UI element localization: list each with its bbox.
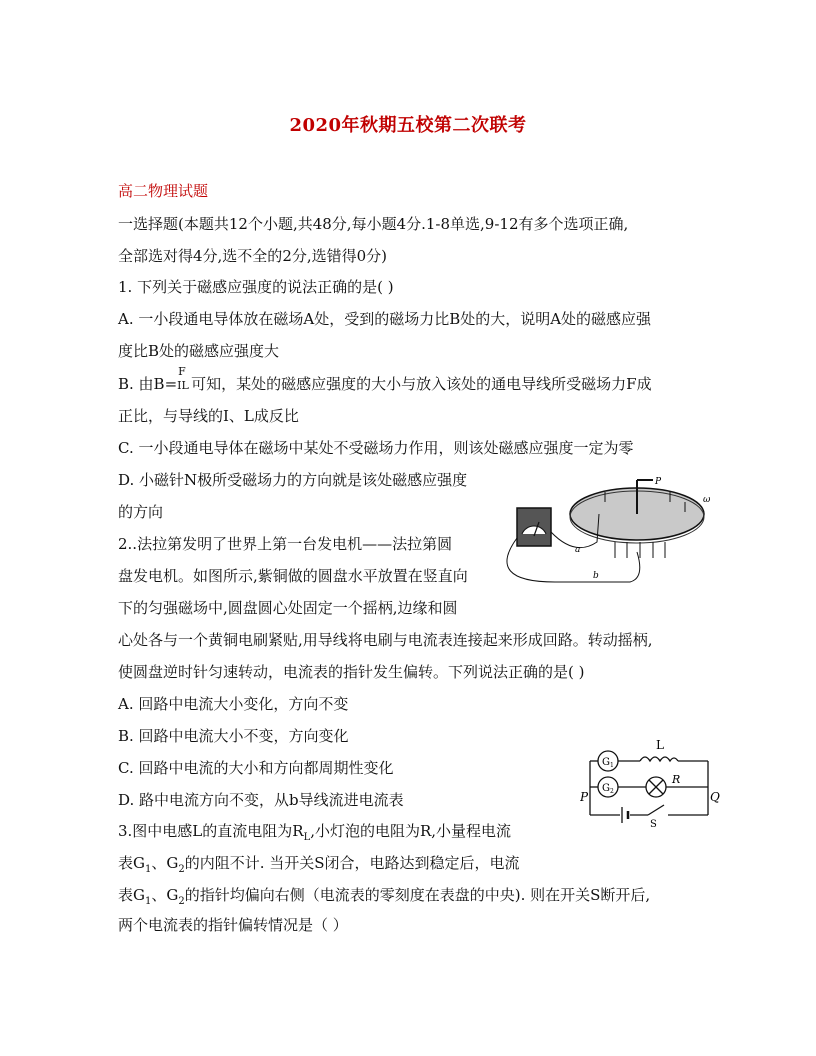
page-title: 2020年秋期五校第二次联考 xyxy=(289,115,527,136)
q2-stem-3: 下的匀强磁场中,圆盘圆心处固定一个摇柄,边缘和圆 xyxy=(118,599,458,617)
q3-text: ,小灯泡的电阻为R,小量程电流 xyxy=(310,822,512,840)
q2-option-d: D. 路中电流方向不变，从b导线流进电流表 xyxy=(118,791,404,809)
label-q: Q xyxy=(710,790,720,804)
label-p1: P xyxy=(655,477,662,487)
q1-option-b-suffix: 可知，某处的磁感应强度的大小与放入该处的通电导线所受磁场力F成 xyxy=(191,375,652,393)
q2-option-c: C. 回路中电流的大小和方向都周期性变化 xyxy=(118,759,394,777)
label-a: a xyxy=(575,545,581,555)
label-switch: S xyxy=(650,819,657,827)
q3-line-4: 两个电流表的指针偏转情况是（ ） xyxy=(118,916,348,934)
q1-option-a-2: 度比B处的磁感应强度大 xyxy=(118,342,280,360)
q3-text: 的指针均偏向右侧（电流表的零刻度在表盘的中央). 则在开关S断开后, xyxy=(184,886,651,904)
section-subtitle: 高二物理试题 xyxy=(118,182,209,200)
q3-line-3 xyxy=(118,884,650,907)
q3-text: 、G xyxy=(151,854,179,872)
q1-option-d-2: 的方向 xyxy=(118,503,164,521)
q3-text: 表G xyxy=(118,854,145,872)
q2-option-b: B. 回路中电流大小不变，方向变化 xyxy=(118,727,349,745)
q3-text: 表G xyxy=(118,886,145,904)
q2-option-a: A. 回路中电流大小变化，方向不变 xyxy=(118,695,349,713)
switch-blade xyxy=(648,805,664,815)
q3-text: 、G xyxy=(151,886,179,904)
q1-option-b-prefix: B. 由B= xyxy=(118,375,178,393)
q1-option-c: C. 一小段通电导体在磁场中某处不受磁场力作用，则该处磁感应强度一定为零 xyxy=(118,439,634,457)
label-resistor: R xyxy=(672,773,681,786)
fraction-numerator: F xyxy=(178,365,186,378)
subscript: 2 xyxy=(178,864,185,875)
inductor-coil xyxy=(640,757,678,761)
q3-text: 3.图中电感L的直流电阻为R xyxy=(118,822,304,840)
label-p: P xyxy=(580,790,589,804)
label-g1: $G_1$ xyxy=(602,757,614,769)
label-inductor: L xyxy=(656,738,664,752)
q1-option-a-1: A. 一小段通电导体放在磁场A处，受到的磁场力比B处的大，说明A处的磁感应强 xyxy=(118,310,652,328)
q1-stem: 1. 下列关于磁感应强度的说法正确的是( ) xyxy=(118,278,394,296)
q3-text: 的内阻不计. 当开关S闭合，电路达到稳定后，电流 xyxy=(184,854,520,872)
subscript: 1 xyxy=(144,864,152,875)
q1-option-d-1: D. 小磁针N极所受磁场力的方向就是该处磁感应强度 xyxy=(118,471,468,489)
q1-option-b-1 xyxy=(118,365,652,394)
q1-option-b-2: 正比，与导线的I、L成反比 xyxy=(118,407,299,425)
subscript: 1 xyxy=(144,896,152,907)
q2-stem-5: 使圆盘逆时针匀速转动，电流表的指针发生偏转。下列说法正确的是( ) xyxy=(118,663,585,681)
fraction-denominator: IL xyxy=(177,379,189,392)
q2-stem-1: 2..法拉第发明了世界上第一台发电机——法拉第圆 xyxy=(118,535,453,553)
q2-stem-2: 盘发电机。如图所示,紫铜做的圆盘水平放置在竖直向 xyxy=(118,567,468,585)
q3-line-1 xyxy=(118,820,511,843)
faraday-disc-figure xyxy=(495,472,720,600)
label-b: b xyxy=(593,571,599,581)
label-g2: $G_2$ xyxy=(602,783,614,795)
subscript: L xyxy=(303,832,311,843)
q3-line-2 xyxy=(118,852,520,875)
q2-stem-4: 心处各与一个黄铜电刷紧贴,用导线将电刷与电流表连接起来形成回路。转动摇柄, xyxy=(118,631,653,649)
intro-line-2: 全部选对得4分,选不全的2分,选错得0分) xyxy=(118,247,388,265)
circuit-figure xyxy=(580,735,720,827)
formula-fraction xyxy=(177,365,189,392)
label-omega: ω xyxy=(703,495,711,505)
subscript: 2 xyxy=(178,896,185,907)
intro-line-1: 一选择题(本题共12个小题,共48分,每小题4分.1-8单选,9-12有多个选项正确, xyxy=(118,215,629,233)
